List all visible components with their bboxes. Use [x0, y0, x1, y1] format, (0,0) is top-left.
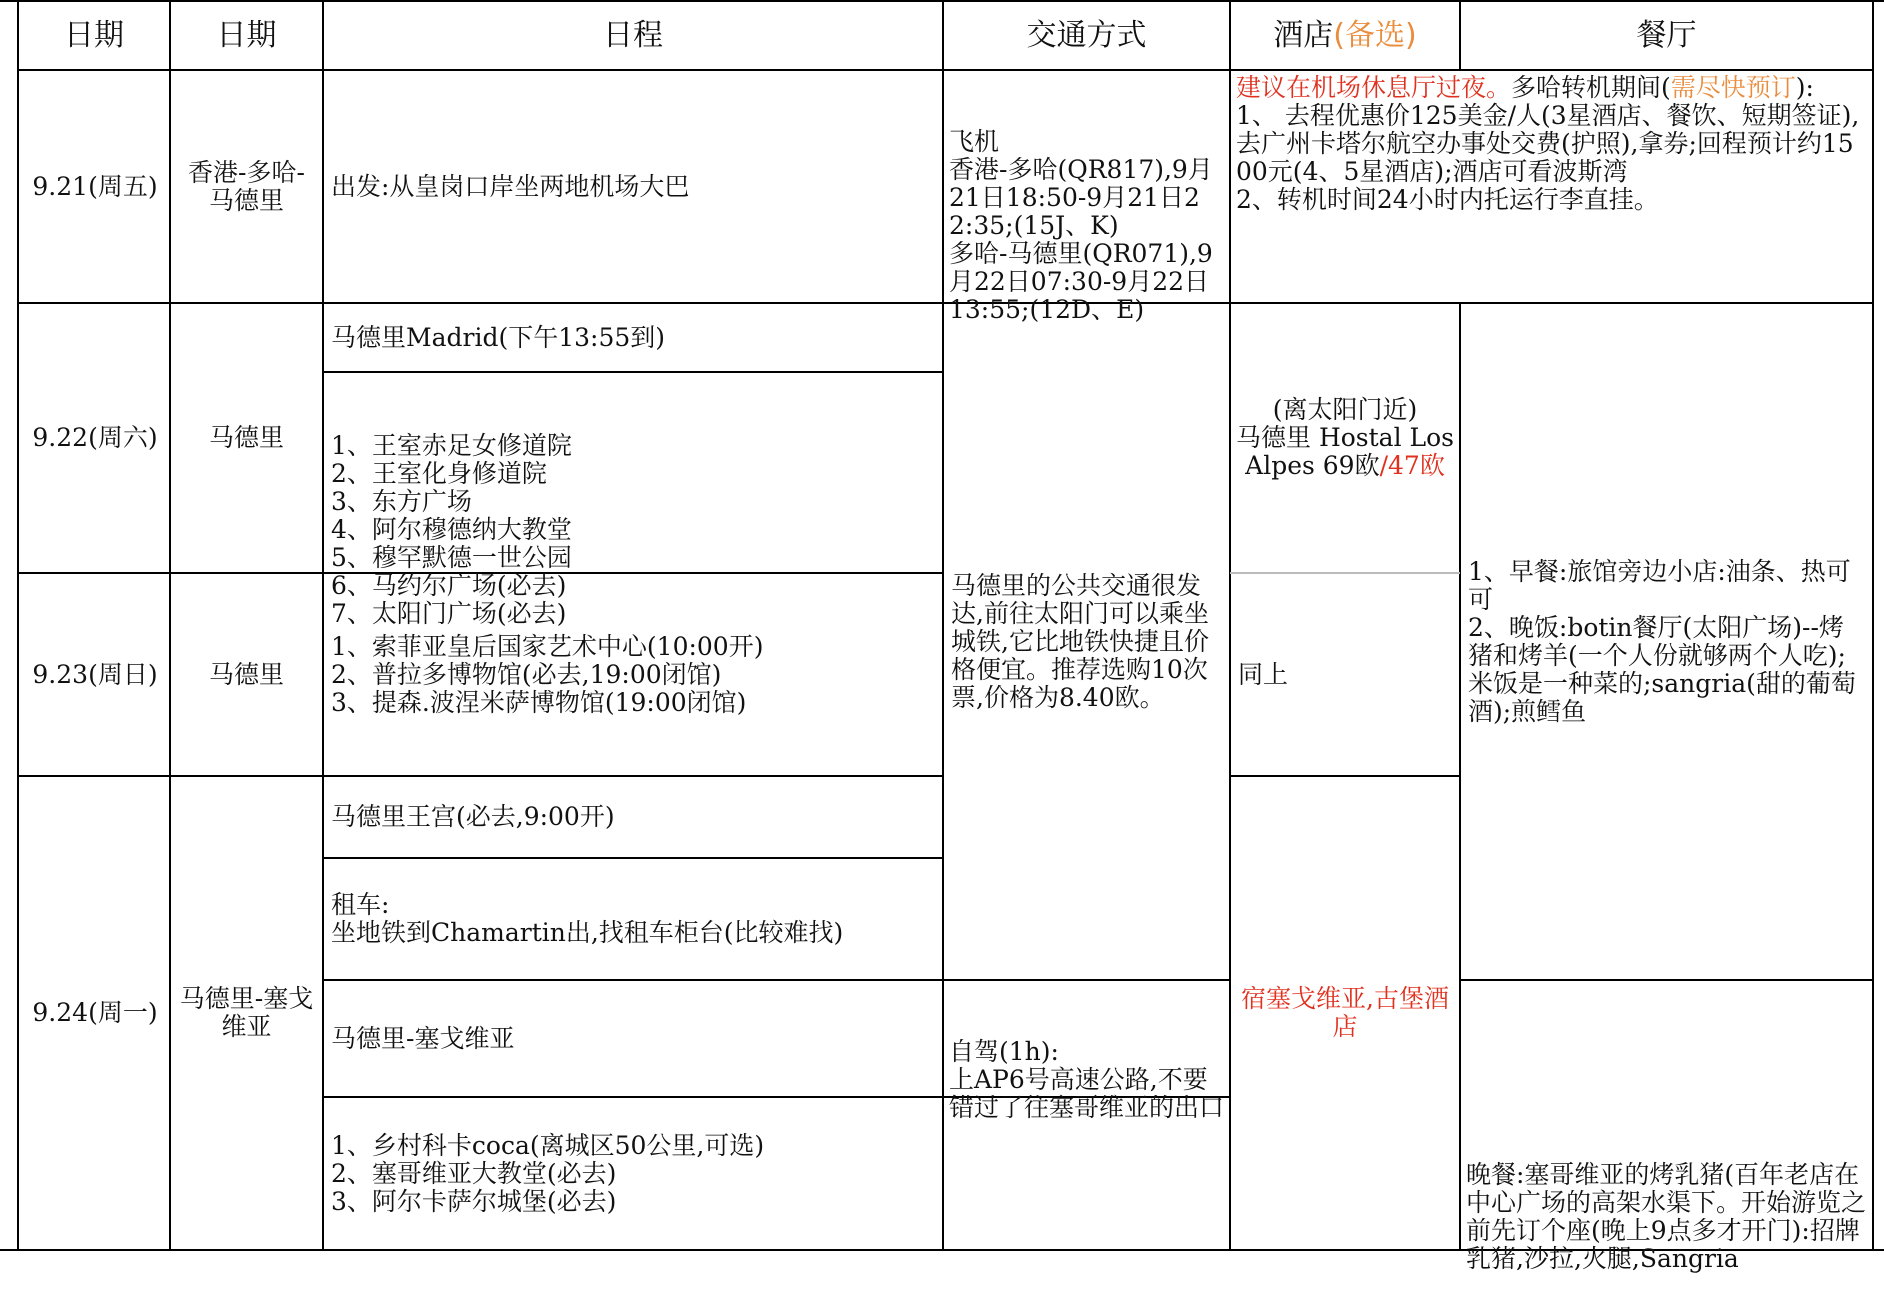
day4-restaurant — [1460, 1097, 1873, 1273]
day1-hotel-orange: 需尽快预订 — [1670, 73, 1796, 102]
madrid-transport-text: 马德里的公共交通很发达,前往太阳门可以乘坐城铁,它比地铁快捷且价格便宜。推荐选购10次票,价格为8.40欧。 — [951, 570, 1209, 712]
day4-date — [30, 776, 160, 1250]
day3-schedule-text: 1、索菲亚皇后国家艺术中心(10:00开) 2、普拉多博物馆(必去,19:00闭馆) 3、提森.波涅米萨博物馆(19:00闭馆) — [331, 631, 764, 717]
header-date-2-label: 日期 — [216, 17, 277, 53]
day4-place — [176, 776, 317, 1250]
day4-schedule-list-text: 1、乡村科卡coca(离城区50公里,可选) 2、塞哥维亚大教堂(必去) 3、阿尔卡萨尔城堡(必去) — [331, 1130, 765, 1216]
header-hotel-label: 酒店 — [1273, 17, 1334, 53]
day4-schedule-palace-text: 马德里王宫(必去,9:00开) — [331, 802, 615, 831]
day2-place-text: 马德里 — [208, 423, 284, 452]
header-hotel — [1230, 1, 1460, 70]
header-date-2 — [170, 1, 323, 70]
day4-schedule-palace — [323, 776, 943, 858]
day2-hotel-red: /47欧 — [1379, 451, 1445, 480]
day4-transport-text: 自驾(1h): 上AP6号高速公路,不要错过了往塞哥维亚的出口 — [949, 1037, 1225, 1122]
day3-schedule — [323, 573, 943, 776]
day3-hotel-text: 同上 — [1238, 659, 1289, 689]
header-restaurant-label: 餐厅 — [1636, 17, 1697, 53]
day2-date-text: 9.22(周六) — [32, 423, 158, 452]
header-hotel-note: (备选) — [1333, 17, 1417, 53]
day1-place-text: 香港-多哈-马德里 — [188, 157, 305, 215]
header-transport-label: 交通方式 — [1026, 17, 1147, 53]
day3-date — [30, 573, 160, 776]
day3-place-text: 马德里 — [208, 659, 284, 689]
madrid-restaurant-text: 1、早餐:旅馆旁边小店:油条、热可可 2、晚饭:botin餐厅(太阳广场)--烤猪和烤羊(一个人份就够两个人吃);米饭是一种菜的;sangria(甜的葡萄酒);煎鳕鱼 — [1468, 556, 1856, 726]
day4-place-text: 马德里-塞戈维亚 — [179, 984, 314, 1041]
day4-schedule-route — [323, 980, 943, 1097]
header-transport — [943, 1, 1230, 70]
day2-schedule-list-text: 1、王室赤足女修道院 2、王室化身修道院 3、东方广场 4、阿尔穆德纳大教堂 5、穆罕默德一世公园 6、马约尔广场(必去) 7、太阳门广场(必去) — [331, 431, 572, 628]
day4-hotel — [1236, 776, 1454, 1250]
day2-hotel-wrap — [1236, 396, 1454, 480]
day4-restaurant-text: 晚餐:塞哥维亚的烤乳猪(百年老店在中心广场的高架水渠下。开始游览之前先订个座(晚上9点多才开门):招牌乳猪,沙拉,火腿,Sangria — [1466, 1160, 1867, 1273]
day1-hotel-black1: 多哈转机期间( — [1511, 73, 1671, 102]
day4-hotel-text: 宿塞戈维亚,古堡酒店 — [1241, 984, 1449, 1041]
header-date-1 — [18, 1, 170, 70]
day4-date-text: 9.24(周一) — [32, 998, 158, 1027]
day1-hotel-red: 建议在机场休息厅过夜。 — [1236, 73, 1512, 102]
day1-transport — [943, 70, 1230, 324]
day1-date — [30, 70, 160, 303]
day4-schedule-car — [323, 858, 943, 980]
day3-hotel — [1230, 573, 1460, 776]
day4-schedule-list — [323, 1097, 943, 1250]
day2-schedule-top — [323, 303, 943, 372]
madrid-restaurant — [1460, 303, 1873, 980]
header-restaurant — [1460, 1, 1873, 70]
day1-date-text: 9.21(周五) — [32, 171, 158, 201]
day1-place — [176, 70, 317, 303]
day1-schedule — [323, 70, 943, 303]
header-schedule-label: 日程 — [603, 17, 663, 53]
day2-hotel — [1236, 303, 1454, 573]
day2-date — [30, 303, 160, 573]
day1-hotel-black2: ): 1、 去程优惠价125美金/人(3星酒店、餐饮、短期签证),去广州卡塔尔航空办事处交费(护照),拿券;回程预计约1500元(4、5星酒店);酒店可看波斯湾 2、转机时间24小时内托运行李直挂。 — [1236, 73, 1860, 214]
day4-schedule-route-text: 马德里-塞戈维亚 — [331, 1023, 515, 1053]
day4-transport — [943, 980, 1230, 1122]
header-schedule — [323, 1, 943, 70]
day2-schedule-top-text: 马德里Madrid(下午13:55到) — [331, 322, 666, 352]
day2-schedule-list — [323, 372, 943, 628]
day2-hotel-black: (离太阳门近) 马德里 Hostal Los Alpes 69欧 — [1236, 395, 1455, 480]
day2-place — [176, 303, 317, 573]
day4-schedule-car-text: 租车: 坐地铁到Chamartin出,找租车柜台(比较难找) — [331, 890, 844, 947]
madrid-transport — [943, 303, 1230, 980]
day3-date-text: 9.23(周日) — [32, 659, 158, 689]
day1-transport-text: 飞机 香港-多哈(QR817),9月21日18:50-9月21日22:35;(15J、K) 多哈-马德里(QR071),9月22日07:30-9月22日13:55;(12D、E) — [949, 127, 1213, 324]
day1-hotel-note — [1230, 70, 1873, 303]
day3-place — [176, 573, 317, 776]
day1-schedule-text: 出发:从皇岗口岸坐两地机场大巴 — [331, 171, 690, 201]
header-date-1-label: 日期 — [64, 17, 124, 53]
